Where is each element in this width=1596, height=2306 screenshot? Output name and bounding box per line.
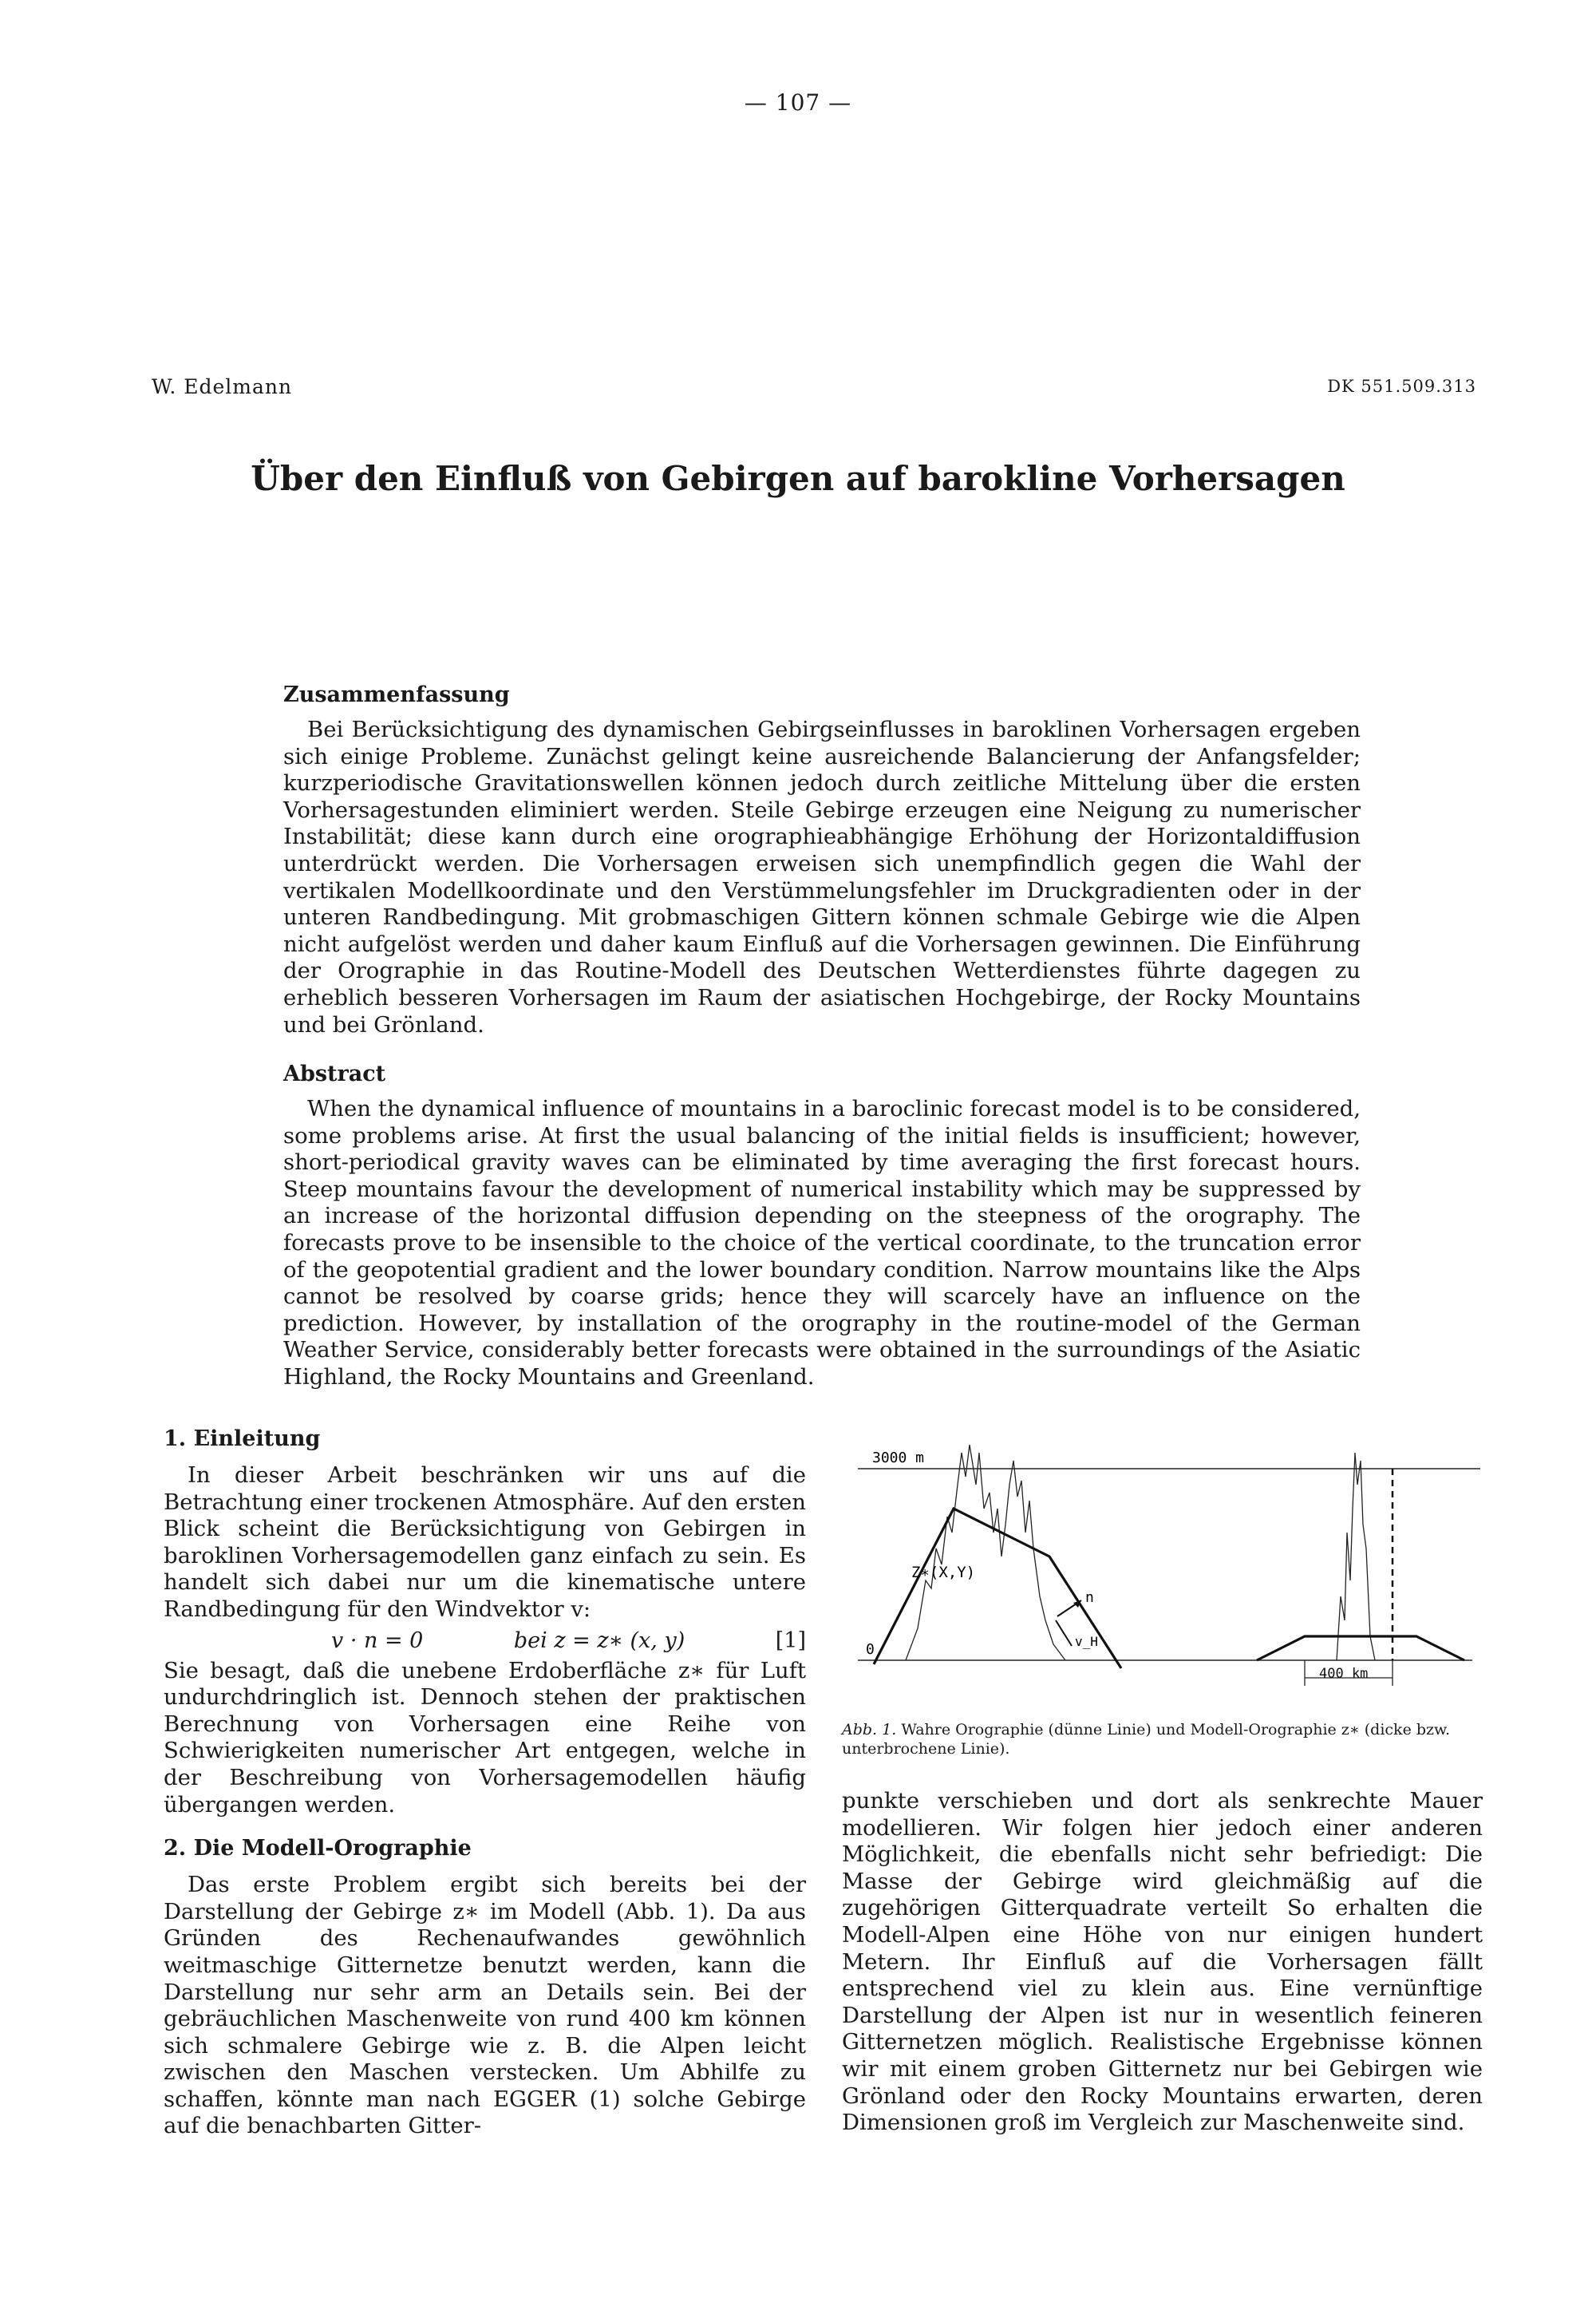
zusammenfassung-text: Bei Berücksichtigung des dynamischen Gebirgseinflusses in baroklinen Vorhersagen ergeben sich einige Probleme. Zunächst gelingt keine ausreichende Balancierung der Anfangsfelder; kurzperiodische Gravitationswellen können jedoch durch zeitliche Mittelung über die ersten Vorhersagestunden eliminiert werden. Steile Gebirge erzeugen eine Neigung zu numerischer Instabilität; diese kann durch eine orographieabhängige Erhöhung der Horizontaldiffusion unterdrückt werden. Die Vorhersagen erweisen sich unempfindlich gegen die Wahl der vertikalen Modellkoordinate und den Verstümmelungsfehler im Druckgradienten oder in der unteren Randbedingung. Mit grobmaschigen Gittern können schmale Gebirge wie die Alpen nicht aufgelöst werden und daher kaum Einfluß auf die Vorhersagen gewinnen. Die Einführung der Orographie in das Routine-Modell des Deutschen Wetterdienstes führte dagegen zu erheblich besseren Vorhersagen im Raum der asiatischen Hochgebirge, der Rocky Mountains und bei Grönland. [283, 717, 1361, 1038]
left-column [164, 1426, 806, 2140]
caption-text: Wahre Orographie (dünne Linie) und Modell-Orographie z∗ (dicke bzw. unterbrochene Linie). [842, 1721, 1451, 1758]
paper-title: Über den Einfluß von Gebirgen auf barokline Vorhersagen [251, 459, 1345, 498]
equation-1-tag: [1] [775, 1628, 806, 1653]
abstract-text: When the dynamical influence of mountains in a baroclinic forecast model is to be considered, some problems arise. At first the usual balancing of the initial fields is insufficient; however, short-periodical gravity waves can be eliminated by time averaging the first forecast hours. Steep mountains favour the development of numerical instability which may be suppressed by an increase of the horizontal diffusion depending on the steepness of the orography. The forecasts prove to be insensible to the choice of the vertical coordinate, to the truncation error of the geopotential gradient and the lower boundary condition. Narrow mountains like the Alps cannot be resolved by coarse grids; hence they will scarcely have an influence on the prediction. However, by installation of the orography in the routine-model of the German Weather Service, considerably better forecasts were obtained in the surroundings of the Asiatic Highland, the Rocky Mountains and Greenland. [283, 1096, 1361, 1390]
abstract-heading: Abstract [283, 1062, 386, 1086]
section-1-paragraph-1: In dieser Arbeit beschränken wir uns auf die Betrachtung einer trockenen Atmosphäre. Auf den ersten Blick scheint die Berücksichtigung von Gebirgen in baroklinen Vorhersagemodellen ganz einfach zu sein. Es handelt sich dabei nur um die kinematische untere Randbedingung für den Windvektor v: [164, 1462, 806, 1622]
dk-classification: DK 551.509.313 [1327, 377, 1476, 396]
figure-caption [842, 1720, 1488, 1758]
model-orography-second [1257, 1636, 1464, 1660]
zusammenfassung-heading: Zusammenfassung [283, 682, 510, 707]
zusammenfassung-section [283, 682, 1361, 1038]
equation-1-left: v · n = 0 [331, 1628, 424, 1653]
orography-diagram [842, 1437, 1480, 1692]
author-text: W. Edelmann [152, 375, 293, 398]
velocity-vector-arrow [1056, 1620, 1072, 1646]
label-3000m: 3000 m [872, 1450, 925, 1466]
figure-1 [842, 1437, 1480, 1692]
label-zero: 0 [866, 1641, 875, 1658]
equation-1-condition: bei z = z∗ (x, y) [513, 1628, 685, 1653]
section-1-heading: 1. Einleitung [164, 1426, 321, 1451]
section-2-heading: 2. Die Modell-Orographie [164, 1836, 472, 1861]
page-number: — 107 — [744, 89, 852, 116]
label-vh: v_H [1075, 1634, 1098, 1649]
true-orography-second [1337, 1453, 1375, 1660]
abstract-section [283, 1062, 1361, 1391]
label-n: n [1085, 1589, 1094, 1606]
section-2-paragraph-1: Das erste Problem ergibt sich bereits bei der Darstellung der Gebirge z∗ im Modell (Abb. 1). Da aus Gründen des Rechenaufwandes gewöhnlich weitmaschige Gitternetze benutzt werden, kann die Darstellung nur sehr arm an Details sein. Bei der gebräuchlichen Maschenweite von rund 400 km können sich schmalere Gebirge wie z. B. die Alpen leicht zwischen den Maschen verstecken. Um Abhilfe zu schaffen, könnte man nach EGGER (1) solche Gebirge auf die benachbarten Gitter- [164, 1872, 806, 2139]
author-name [152, 375, 292, 398]
equation-1 [164, 1628, 806, 1653]
label-zxy: Z∗(X,Y) [911, 1564, 976, 1581]
section-1-paragraph-2: Sie besagt, daß die unebene Erdoberfläche z∗ für Luft undurchdringlich ist. Dennoch stehen der praktischen Berechnung von Vorhersagen eine Reihe von Schwierigkeiten numerischer Art entgegen, welche in der Beschreibung von Vorhersagemodellen häufig übergangen werden. [164, 1657, 806, 1818]
caption-label: Abb. 1. [842, 1721, 897, 1738]
label-400km: 400 km [1319, 1666, 1369, 1682]
right-column-text: punkte verschieben und dort als senkrechte Mauer modellieren. Wir folgen hier jedoch einer anderen Möglichkeit, die ebenfalls nicht sehr befriedigt: Die Masse der Gebirge wird gleichmäßig auf die zugehörigen Gitterquadrate verteilt So erhalten die Modell-Alpen eine Höhe von nur einigen hundert Metern. Ihr Einfluß auf die Vorhersagen fällt entsprechend viel zu klein aus. Eine vernünftige Darstellung der Alpen ist nur in wesentlich feineren Gitternetzen möglich. Realistische Ergebnisse können wir mit einem groben Gitternetz nur bei Gebirgen wie Grönland oder den Rocky Mountains erwarten, deren Dimensionen groß im Vergleich zur Maschenweite sind. [842, 1788, 1483, 2136]
